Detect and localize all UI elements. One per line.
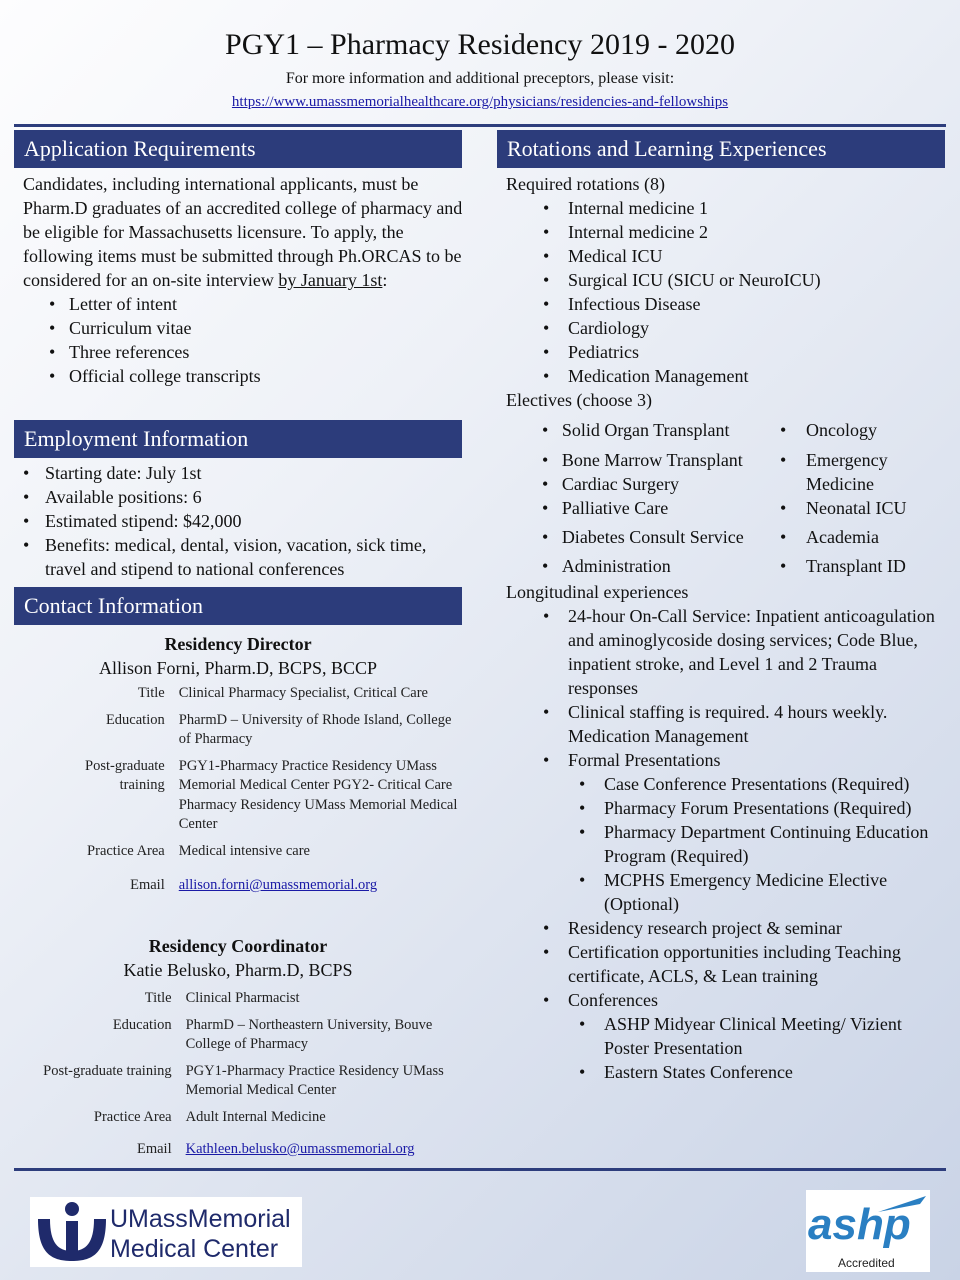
list-item: • Eastern States Conference <box>506 1060 936 1084</box>
residency-link[interactable]: https://www.umassmemorialhealthcare.org/physicians/residencies-and-fellowships <box>231 94 729 110</box>
list-item: • Conferences <box>506 988 936 1012</box>
application-section: Candidates, including international applicants, must be Pharm.D graduates of an accredited college of pharmacy and be eligible for Massachusetts licensure. To apply, the following items must be submitted through Ph.ORCAS to be considered for an on-site interview by January 1st: • Letter of intent • Curriculum vitae • Three references • Official college transcripts <box>23 172 463 388</box>
table-row: Email Kathleen.belusko@umassmemorial.org <box>18 1134 458 1167</box>
list-item: • Cardiology <box>506 316 946 340</box>
employment-section <box>15 461 455 581</box>
list-item: • Surgical ICU (SICU or NeuroICU) <box>506 268 946 292</box>
required-rotations <box>506 172 946 412</box>
elective-item: • Palliative Care <box>542 498 669 518</box>
list-item: • Three references <box>23 340 463 364</box>
rotations-heading: Rotations and Learning Experiences <box>497 130 945 168</box>
list-item: • Infectious Disease <box>506 292 946 316</box>
list-item: • Benefits: medical, dental, vision, vacation, sick time, travel and stipend to national conferences <box>15 533 455 581</box>
presentations-list <box>506 772 936 916</box>
coordinator-info-table <box>18 989 458 1167</box>
list-item: • Letter of intent <box>23 292 463 316</box>
table-row: Email allison.forni@umassmemorial.org <box>60 868 460 903</box>
longitudinal-list-more <box>506 916 936 1012</box>
longitudinal-list <box>506 604 936 772</box>
list-item: • Pharmacy Forum Presentations (Required) <box>506 796 936 820</box>
list-item: • Curriculum vitae <box>23 316 463 340</box>
employment-heading: Employment Information <box>14 420 462 458</box>
list-item: • Starting date: July 1st <box>15 461 455 485</box>
elective-item-label: Neonatal ICU <box>806 498 907 518</box>
list-item: • Medication Management <box>506 364 946 388</box>
required-list <box>506 196 946 388</box>
list-item: • Formal Presentations <box>506 748 936 772</box>
table-row: Practice Area Adult Internal Medicine <box>93 1108 326 1125</box>
list-item: • Estimated stipend: $42,000 <box>15 509 455 533</box>
table-row: Post-graduate training PGY1-Pharmacy Practice Residency UMass Memorial Medical Center PGY2- Critical Care Pharmacy Residency UMass Memorial Medical Center <box>85 757 458 832</box>
list-item: • Certification opportunities including Teaching certificate, ACLS, & Lean training <box>506 940 936 988</box>
elective-item: • <box>780 498 787 518</box>
elective-item: • <box>780 420 787 440</box>
page-subtitle: For more information and additional preceptors, please visit: <box>285 70 675 87</box>
application-deadline: by January 1st <box>278 270 383 290</box>
director-block <box>14 632 462 680</box>
elective-item-label: Academia <box>806 527 879 547</box>
table-row: Title Clinical Pharmacy Specialist, Critical Care <box>137 685 428 701</box>
longitudinal-label: Longitudinal experiences <box>506 582 689 602</box>
list-item: • Clinical staffing is required. 4 hours weekly. Medication Management <box>506 700 936 748</box>
table-row: Education PharmD – Northeastern University, Bouve College of Pharmacy <box>112 1016 433 1052</box>
elective-item: • Administration <box>542 556 671 576</box>
list-item: • Case Conference Presentations (Required) <box>506 772 936 796</box>
application-text: Candidates, including international applicants, must be Pharm.D graduates of an accredited college of pharmacy and be eligible for Massachusetts licensure. To apply, the following items must be submitted through Ph.ORCAS to be considered for an on-site interview <box>23 174 463 290</box>
elective-item: • <box>780 556 787 576</box>
elective-item-label: Transplant ID <box>806 556 906 576</box>
table-row: Practice Area Medical intensive care <box>87 842 310 859</box>
application-heading: Application Requirements <box>14 130 462 168</box>
elective-item-label: Emergency Medicine <box>806 450 888 494</box>
elective-item: • Bone Marrow Transplant <box>542 450 743 470</box>
list-item: • ASHP Midyear Clinical Meeting/ Vizient Poster Presentation <box>506 1012 936 1060</box>
bottom-divider <box>14 1168 946 1171</box>
director-name: Allison Forni, Pharm.D, BCPS, BCCP <box>98 658 378 678</box>
table-row: Education PharmD – University of Rhode Island, College of Pharmacy <box>105 711 452 747</box>
longitudinal-section <box>506 580 936 1084</box>
ashp-logo-text: ashp <box>808 1200 911 1249</box>
umass-logo-line1: UMassMemorial <box>110 1205 291 1233</box>
umass-memorial-logo <box>30 1197 302 1267</box>
elective-item: • <box>780 450 787 470</box>
elective-item: • <box>780 527 787 547</box>
director-email-link[interactable]: allison.forni@umassmemorial.org <box>178 877 378 893</box>
elective-item: • Diabetes Consult Service <box>542 527 744 547</box>
ashp-accredited-logo <box>806 1190 930 1272</box>
list-item: • 24-hour On-Call Service: Inpatient anticoagulation and aminoglycoside dosing services; Code Blue, inpatient stroke, and Level 1 and 2 Trauma responses <box>506 604 936 700</box>
coordinator-role: Residency Coordinator <box>148 936 328 956</box>
director-role: Residency Director <box>164 634 312 654</box>
list-item: • Internal medicine 2 <box>506 220 946 244</box>
application-list <box>23 292 463 388</box>
list-item: • Pharmacy Department Continuing Education Program (Required) <box>506 820 936 868</box>
table-row: Post-graduate training PGY1-Pharmacy Practice Residency UMass Memorial Medical Center <box>43 1062 444 1098</box>
umass-logo-line2: Medical Center <box>110 1235 279 1263</box>
coordinator-name: Katie Belusko, Pharm.D, BCPS <box>123 960 353 980</box>
required-label: Required rotations (8) <box>506 174 665 194</box>
elective-item-label: Oncology <box>806 420 877 440</box>
list-item: • Internal medicine 1 <box>506 196 946 220</box>
coordinator-email-link[interactable]: Kathleen.belusko@umassmemorial.org <box>185 1141 415 1157</box>
coordinator-block <box>14 934 462 982</box>
elective-item: • Solid Organ Transplant <box>542 420 730 440</box>
electives-label: Electives (choose 3) <box>506 390 652 410</box>
list-item: • Pediatrics <box>506 340 946 364</box>
list-item: • MCPHS Emergency Medicine Elective (Optional) <box>506 868 936 916</box>
list-item: • Official college transcripts <box>23 364 463 388</box>
table-row: Title Clinical Pharmacist <box>144 990 300 1006</box>
contact-heading: Contact Information <box>14 587 462 625</box>
ashp-accredited-label: Accredited <box>838 1256 895 1270</box>
top-divider <box>14 124 946 127</box>
elective-item: • Cardiac Surgery <box>542 474 679 494</box>
conferences-list <box>506 1012 936 1084</box>
page-title: PGY1 – Pharmacy Residency 2019 - 2020 <box>225 28 735 61</box>
list-item: • Medical ICU <box>506 244 946 268</box>
director-info-table <box>60 684 460 903</box>
list-item: • Residency research project & seminar <box>506 916 936 940</box>
employment-list <box>15 461 455 581</box>
list-item: • Available positions: 6 <box>15 485 455 509</box>
electives-grid <box>506 418 946 578</box>
